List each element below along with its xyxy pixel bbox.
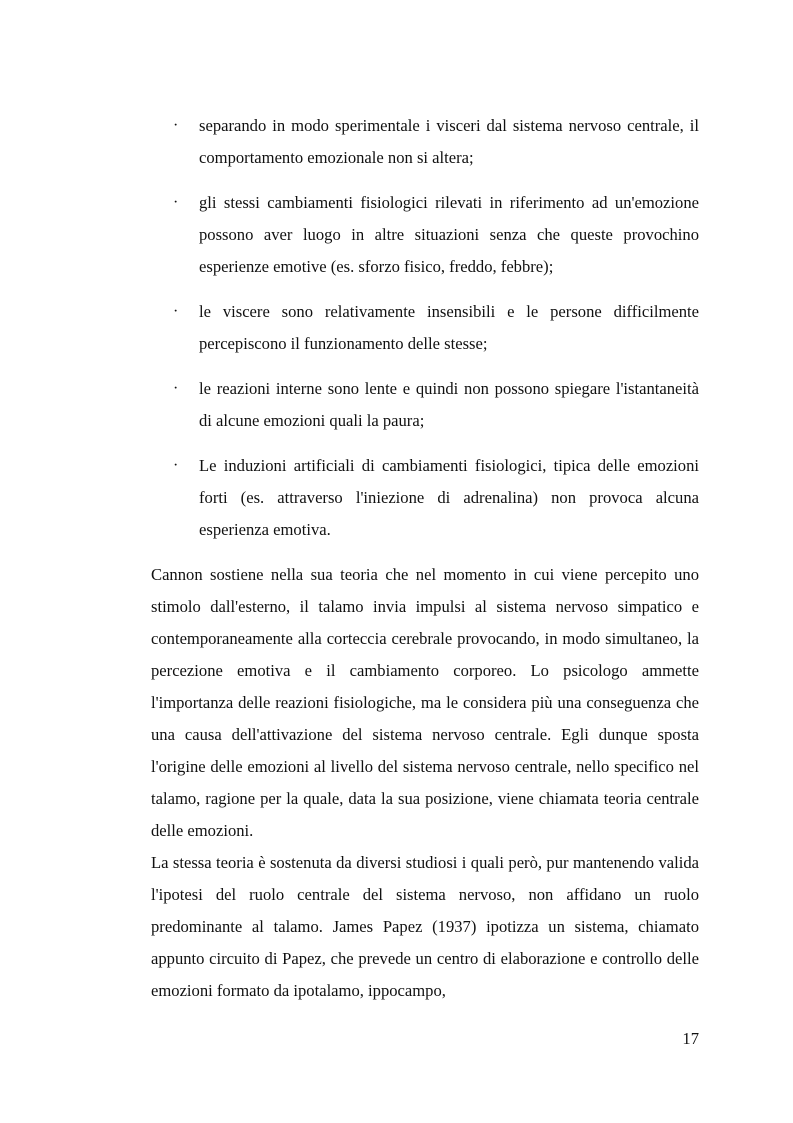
page-number: 17: [682, 1029, 699, 1048]
paragraph-cannon: Cannon sostiene nella sua teoria che nel momento in cui viene percepito uno stimolo dall'esterno, il talamo invia impulsi al sistema nervoso simpatico e contemporaneamente alla corteccia cerebrale provocando, in modo simultaneo, la percezione emotiva e il cambiamento corporeo. Lo psicologo ammette l'importanza delle reazioni fisiologiche, ma le considera più una conseguenza che una causa dell'attivazione del sistema nervoso centrale. Egli dunque sposta l'origine delle emozioni al livello del sistema nervoso centrale, nello specifico nel talamo, ragione per la quale, data la sua posizione, viene chiamata teoria centrale delle emozioni.: [151, 565, 699, 840]
bullet-dot: ·: [173, 303, 179, 320]
bullet-dot: ·: [173, 457, 179, 474]
page-body: [151, 110, 699, 1007]
bullet-item: [151, 110, 699, 174]
bullet-text: Le induzioni artificiali di cambiamenti fisiologici, tipica delle emozioni forti (es. attraverso l'iniezione di adrenalina) non provoca alcuna esperienza emotiva.: [199, 456, 699, 539]
bullet-text: separando in modo sperimentale i visceri dal sistema nervoso centrale, il comportamento emozionale non si altera;: [199, 116, 699, 167]
bullet-item: [151, 296, 699, 360]
bullet-item: [151, 450, 699, 546]
bullet-dot: ·: [173, 117, 179, 134]
bullet-text: le viscere sono relativamente insensibili e le persone difficilmente percepiscono il funzionamento delle stesse;: [199, 302, 699, 353]
bullet-dot: ·: [173, 194, 179, 211]
bullet-item: [151, 187, 699, 283]
paragraph-papez: La stessa teoria è sostenuta da diversi studiosi i quali però, pur mantenendo valida l'ipotesi del ruolo centrale del sistema nervoso, non affidano un ruolo predominante al talamo. James Papez (1937) ipotizza un sistema, chiamato appunto circuito di Papez, che prevede un centro di elaborazione e controllo delle emozioni formato da ipotalamo, ippocampo,: [151, 853, 699, 1000]
bullet-text: gli stessi cambiamenti fisiologici rilevati in riferimento ad un'emozione possono aver luogo in altre situazioni senza che queste provochino esperienze emotive (es. sforzo fisico, freddo, febbre);: [199, 193, 699, 276]
bullet-text: le reazioni interne sono lente e quindi non possono spiegare l'istantaneità di alcune emozioni quali la paura;: [199, 379, 699, 430]
bullet-list: [151, 110, 699, 546]
bullet-item: [151, 373, 699, 437]
bullet-dot: ·: [173, 380, 179, 397]
